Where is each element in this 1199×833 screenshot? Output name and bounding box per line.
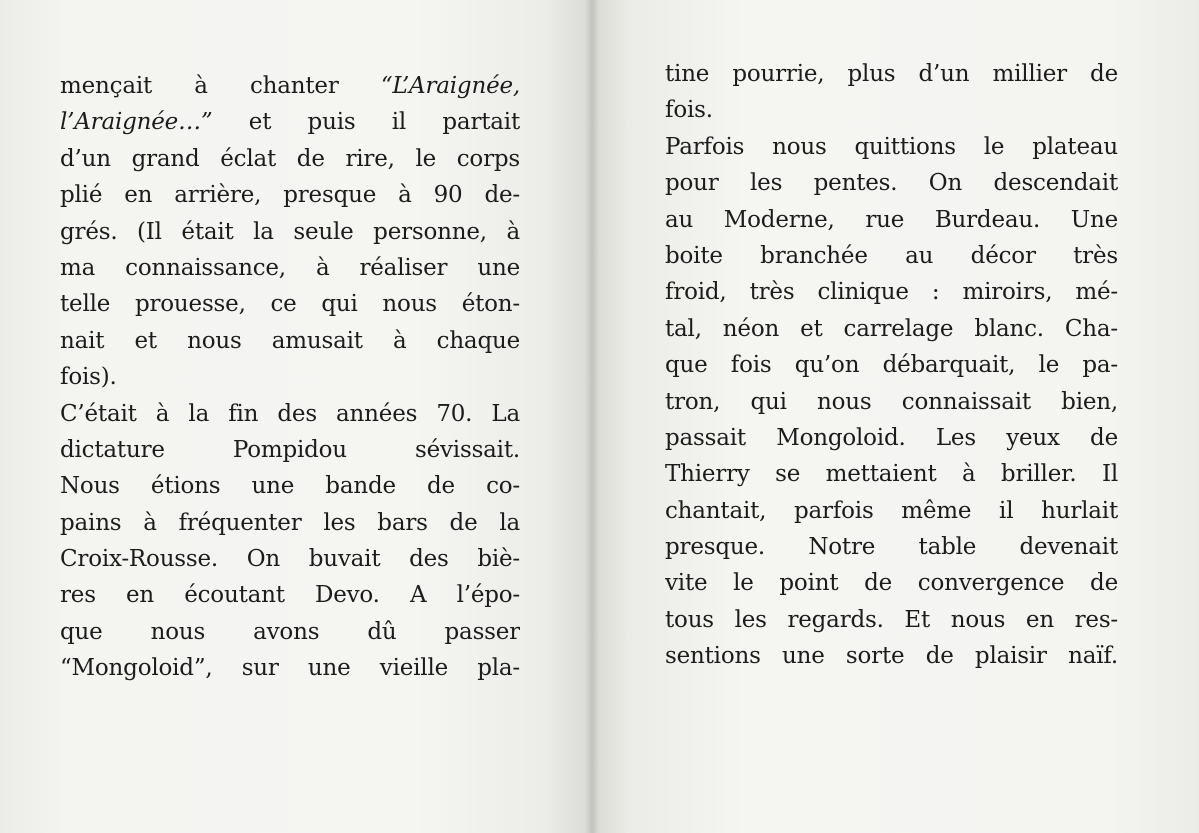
text-segment: tous les regards. Et nous en res- — [665, 606, 1118, 633]
right-page-text — [665, 56, 1118, 675]
text-segment: mençait à chanter — [60, 73, 381, 99]
text-line — [60, 104, 520, 140]
text-segment: passait Mongoloid. Les yeux de — [665, 424, 1118, 451]
text-line — [665, 384, 1118, 420]
text-segment: froid, très clinique : miroirs, mé- — [665, 279, 1118, 306]
text-segment: tron, qui nous connaissait bien, — [665, 388, 1118, 415]
text-segment: Thierry se mettaient à briller. Il — [665, 461, 1118, 488]
text-line — [665, 565, 1118, 601]
text-line — [60, 68, 520, 104]
text-segment: C’était à la fin des années 70. La — [60, 400, 520, 427]
text-line — [60, 323, 520, 359]
text-line — [60, 286, 520, 322]
text-segment: fois). — [60, 364, 117, 391]
text-line — [665, 456, 1118, 492]
text-segment: telle prouesse, ce qui nous éton- — [60, 291, 520, 318]
text-line — [665, 274, 1118, 310]
text-line — [60, 250, 520, 286]
text-segment: grés. (Il était la seule personne, à — [60, 218, 520, 245]
text-segment: chantait, parfois même il hurlait — [665, 497, 1118, 524]
text-segment: que fois qu’on débarquait, le pa- — [665, 352, 1118, 379]
text-line — [60, 541, 520, 577]
text-segment: au Moderne, rue Burdeau. Une — [665, 206, 1118, 233]
text-segment: sentions une sorte de plaisir naïf. — [665, 643, 1118, 670]
text-line — [60, 577, 520, 613]
italic-quote: “L’Araignée, — [380, 73, 520, 99]
text-segment: plié en arrière, presque à 90 de- — [60, 182, 520, 209]
text-segment: Parfois nous quittions le plateau — [665, 133, 1118, 160]
text-segment: nait et nous amusait à chaque — [60, 327, 520, 354]
text-line — [665, 56, 1118, 92]
text-line — [60, 505, 520, 541]
text-line — [665, 529, 1118, 565]
text-line — [665, 347, 1118, 383]
text-segment: “Mongoloid”, sur une vieille pla- — [60, 655, 520, 682]
text-line — [665, 202, 1118, 238]
text-segment: d’un grand éclat de rire, le corps — [60, 145, 520, 172]
text-segment: dictature Pompidou sévissait. — [60, 436, 520, 463]
text-segment: que nous avons dû passer — [60, 618, 520, 645]
text-segment: pour les pentes. On descendait — [665, 170, 1118, 197]
text-line — [60, 614, 520, 650]
text-line — [665, 92, 1118, 128]
text-line — [60, 177, 520, 213]
text-line — [665, 638, 1118, 674]
left-page-text — [60, 68, 520, 687]
text-segment: pains à fréquenter les bars de la — [60, 509, 520, 536]
text-segment: boite branchée au décor très — [665, 242, 1118, 269]
text-line — [60, 359, 520, 395]
text-line — [60, 214, 520, 250]
text-line — [665, 602, 1118, 638]
text-segment: tine pourrie, plus d’un millier de — [665, 61, 1118, 87]
text-line — [665, 311, 1118, 347]
text-segment: presque. Notre table devenait — [665, 534, 1118, 561]
italic-quote: l’Araignée…” — [60, 109, 213, 136]
text-line — [665, 238, 1118, 274]
text-segment: Nous étions une bande de co- — [60, 473, 520, 500]
text-line — [665, 420, 1118, 456]
text-segment: Croix-Rousse. On buvait des biè- — [60, 546, 520, 573]
text-segment: fois. — [665, 97, 713, 124]
text-line — [60, 432, 520, 468]
text-segment: ma connaissance, à réaliser une — [60, 254, 520, 281]
text-segment: res en écoutant Devo. A l’épo- — [60, 582, 520, 609]
text-line — [60, 650, 520, 686]
text-line — [665, 129, 1118, 165]
text-line — [60, 468, 520, 504]
text-line — [60, 141, 520, 177]
book-gutter — [585, 0, 599, 833]
text-segment: tal, néon et carrelage blanc. Cha- — [665, 315, 1118, 342]
text-segment: vite le point de convergence de — [665, 570, 1118, 597]
text-line — [665, 165, 1118, 201]
text-segment: et puis il partait — [212, 109, 520, 136]
text-line — [60, 396, 520, 432]
text-line — [665, 493, 1118, 529]
